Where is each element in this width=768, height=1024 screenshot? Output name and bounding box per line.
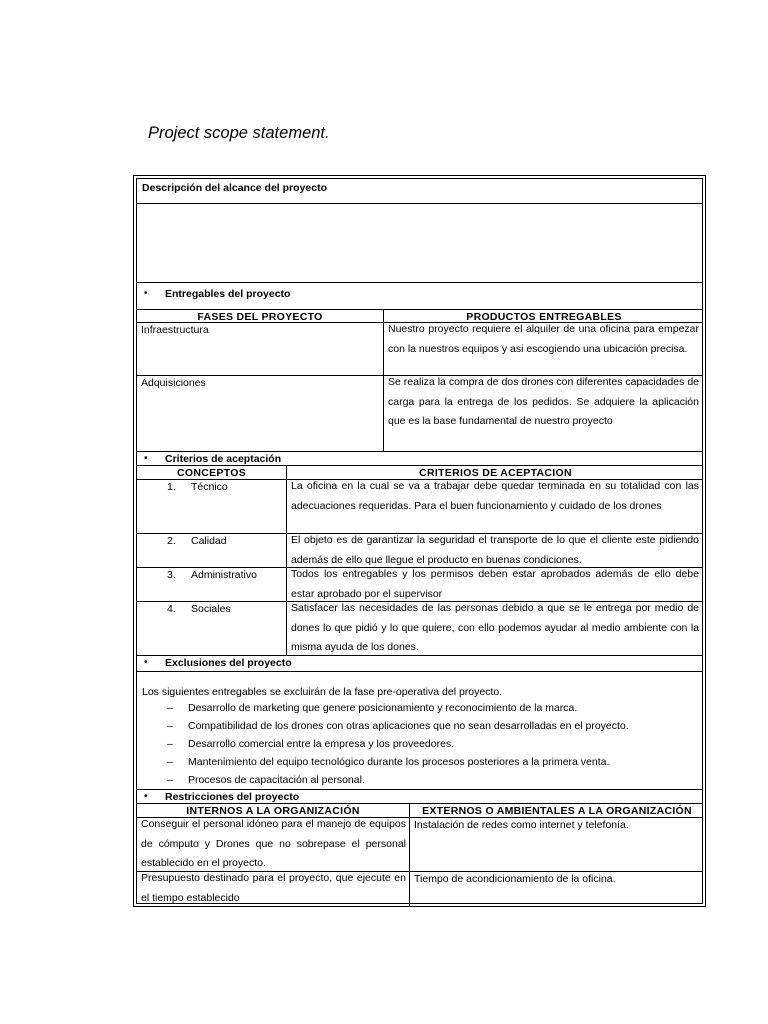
column-divider (286, 465, 287, 655)
concept-name: Calidad (191, 535, 227, 547)
exclusion-item: Desarrollo comercial entre la empresa y los proveedores. (188, 738, 455, 750)
exclusions-bullet: • (144, 657, 148, 668)
acceptance-heading: Criterios de aceptación (165, 453, 282, 465)
acceptance-col-concepts: CONCEPTOS (176, 467, 247, 479)
restrictions-col-external: EXTERNOS O AMBIENTALES A LA ORGANIZACIÓN (422, 805, 692, 817)
deliverable-product: Nuestro proyecto requiere el alquiler de una oficina para empezar con la nuestros equipos y asi escogiendo una ubicación precisa. (388, 323, 699, 355)
row-divider (137, 282, 702, 283)
acceptance-criteria: Satisfacer las necesidades de las personas debido a que se le entrega por medio de dones lo que pidió y lo que quiere, con ello podemos ayudar al medio ambiente con la misma ayuda de los dones. (291, 602, 699, 653)
concept-number: 3. (167, 569, 176, 581)
exclusion-dash: – (167, 756, 173, 768)
exclusion-dash: – (167, 774, 173, 786)
concept-number: 4. (167, 603, 176, 615)
deliverables-col-phases: FASES DEL PROYECTO (197, 311, 323, 323)
acceptance-col-criteria: CRITERIOS DE ACEPTACION (419, 467, 572, 479)
exclusions-intro: Los siguientes entregables se excluirán de la fase pre-operativa del proyecto. (142, 686, 503, 698)
exclusion-dash: – (167, 720, 173, 732)
scope-statement-table (133, 175, 706, 907)
deliverable-phase: Adquisiciones (141, 377, 206, 389)
deliverables-heading: Entregables del proyecto (165, 288, 291, 300)
acceptance-criteria: El objeto es de garantizar la seguridad el transporte de lo que el cliente este pidiendo además de ello que llegue el producto en buenas condiciones. (291, 534, 699, 566)
row-divider (137, 465, 702, 466)
restriction-external: Instalación de redes como internet y telefonía. (414, 819, 629, 831)
restriction-external: Tiempo de acondicionamiento de la oficina. (414, 873, 616, 885)
concept-number: 1. (167, 481, 176, 493)
concept-name: Administrativo (191, 569, 257, 581)
row-divider (137, 451, 702, 452)
concept-number: 2. (167, 535, 176, 547)
deliverables-bullet: • (144, 288, 148, 299)
document-title: Project scope statement. (148, 124, 330, 142)
concept-name: Técnico (191, 481, 228, 493)
acceptance-criteria: La oficina en la cual se va a trabajar debe quedar terminada en su totalidad con las adecuaciones requeridas. Para el buen funcionamiento y cuidado de los drones (291, 480, 699, 512)
deliverable-phase: Infraestructura (141, 324, 209, 336)
row-divider (137, 203, 702, 204)
exclusion-dash: – (167, 702, 173, 714)
restrictions-bullet: • (144, 791, 148, 802)
concept-name: Sociales (191, 603, 231, 615)
scope-heading: Descripción del alcance del proyecto (142, 182, 327, 194)
restriction-internal: Conseguir el personal idóneo para el manejo de equipos de cómputo y Drones que no sobrepase el personal establecido en el proyecto. (141, 818, 406, 869)
exclusions-heading: Exclusiones del proyecto (165, 657, 292, 669)
deliverable-product: Se realiza la compra de dos drones con diferentes capacidades de carga para la entrega de los pedidos. Se adquiere la aplicación que es la base fundamental de nuestro proyecto (388, 376, 699, 427)
column-divider (409, 803, 410, 907)
row-divider (137, 671, 702, 672)
exclusion-item: Mantenimiento del equipo tecnológico durante los procesos posteriores a la primera venta. (188, 756, 610, 768)
row-divider (137, 803, 702, 804)
table-inner-border (136, 178, 703, 904)
deliverables-col-products: PRODUCTOS ENTREGABLES (466, 311, 622, 323)
acceptance-criteria: Todos los entregables y los permisos deben estar aprobados además de ello debe estar aprobado por el supervisor (291, 568, 699, 600)
exclusion-item: Desarrollo de marketing que genere posicionamiento y reconocimiento de la marca. (188, 702, 578, 714)
restriction-internal: Presupuesto destinado para el proyecto, que ejecute en el tiempo establecido (141, 872, 406, 904)
row-divider (137, 789, 702, 790)
exclusion-dash: – (167, 738, 173, 750)
acceptance-bullet: • (144, 453, 148, 464)
column-divider (383, 309, 384, 451)
row-divider (137, 309, 702, 310)
restrictions-col-internal: INTERNOS A LA ORGANIZACIÓN (186, 805, 360, 817)
exclusion-item: Procesos de capacitación al personal. (188, 774, 365, 786)
exclusion-item: Compatibilidad de los drones con otras aplicaciones que no sean desarrolladas en el proyecto. (188, 720, 629, 732)
restrictions-heading: Restricciones del proyecto (165, 791, 300, 803)
